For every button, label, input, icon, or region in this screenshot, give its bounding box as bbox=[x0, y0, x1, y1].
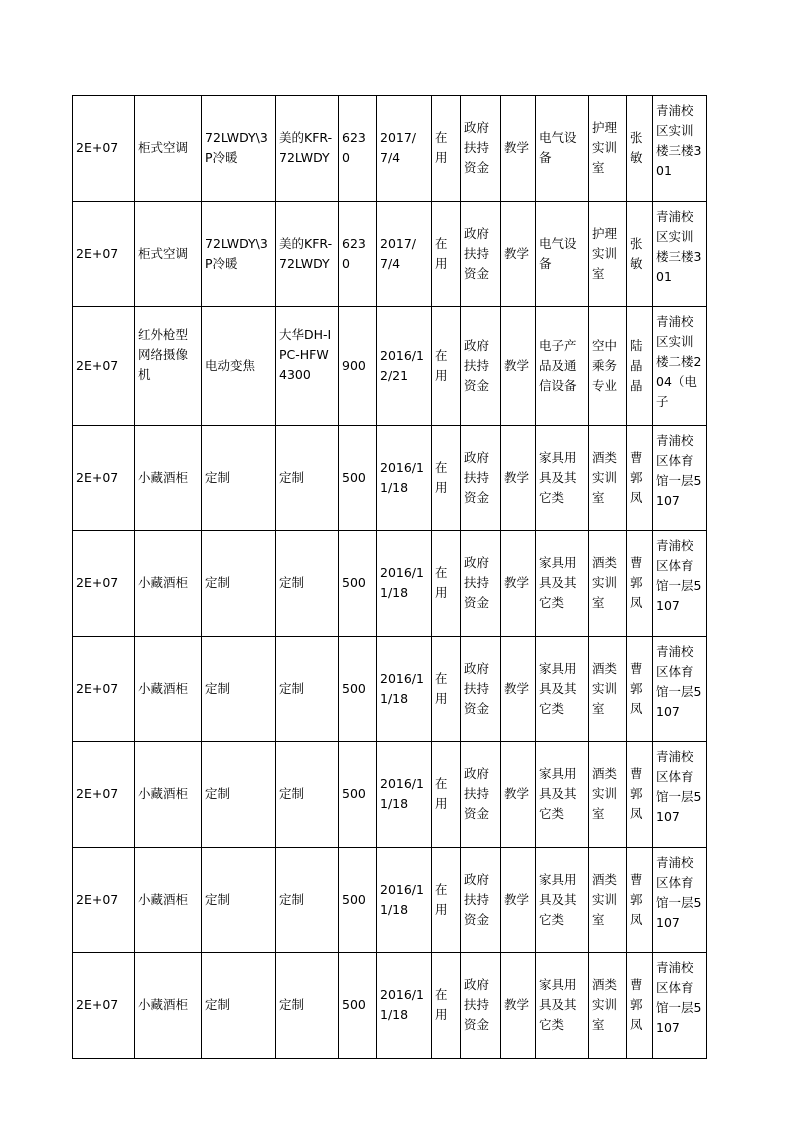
cell-asset-name: 小藏酒柜 bbox=[135, 425, 202, 531]
table-row bbox=[73, 636, 707, 742]
table-body bbox=[73, 96, 707, 1059]
cell-custodian: 曹郭凤 bbox=[627, 953, 653, 1059]
cell-usage: 教学 bbox=[501, 307, 536, 426]
cell-status: 在用 bbox=[432, 201, 461, 307]
cell-funding-source: 政府扶持资金 bbox=[461, 96, 501, 202]
cell-purchase-date: 2016/12/21 bbox=[377, 307, 432, 426]
cell-asset-name: 柜式空调 bbox=[135, 201, 202, 307]
cell-price: 500 bbox=[339, 636, 377, 742]
cell-usage: 教学 bbox=[501, 847, 536, 953]
cell-asset-code: 2E+07 bbox=[73, 531, 135, 637]
cell-purchase-date: 2016/11/18 bbox=[377, 531, 432, 637]
cell-asset-code: 2E+07 bbox=[73, 953, 135, 1059]
cell-model: 定制 bbox=[276, 953, 339, 1059]
cell-funding-source: 政府扶持资金 bbox=[461, 425, 501, 531]
cell-price: 500 bbox=[339, 953, 377, 1059]
cell-asset-name: 小藏酒柜 bbox=[135, 531, 202, 637]
cell-department: 酒类实训室 bbox=[589, 636, 627, 742]
cell-department: 酒类实训室 bbox=[589, 742, 627, 848]
table-row bbox=[73, 847, 707, 953]
cell-asset-name: 小藏酒柜 bbox=[135, 742, 202, 848]
cell-spec: 定制 bbox=[202, 425, 276, 531]
cell-category: 电气设备 bbox=[536, 201, 589, 307]
cell-location: 青浦校区体育馆一层5107 bbox=[653, 636, 707, 742]
cell-department: 酒类实训室 bbox=[589, 425, 627, 531]
cell-funding-source: 政府扶持资金 bbox=[461, 531, 501, 637]
cell-asset-code: 2E+07 bbox=[73, 742, 135, 848]
cell-location: 青浦校区体育馆一层5107 bbox=[653, 531, 707, 637]
cell-department: 酒类实训室 bbox=[589, 847, 627, 953]
cell-model: 大华DH-IPC-HFW4300 bbox=[276, 307, 339, 426]
cell-location: 青浦校区实训楼三楼301 bbox=[653, 201, 707, 307]
cell-category: 家具用具及其它类 bbox=[536, 953, 589, 1059]
cell-price: 900 bbox=[339, 307, 377, 426]
cell-purchase-date: 2017/7/4 bbox=[377, 96, 432, 202]
cell-spec: 72LWDY\3P冷暖 bbox=[202, 96, 276, 202]
cell-purchase-date: 2016/11/18 bbox=[377, 847, 432, 953]
cell-funding-source: 政府扶持资金 bbox=[461, 742, 501, 848]
cell-spec: 72LWDY\3P冷暖 bbox=[202, 201, 276, 307]
cell-model: 定制 bbox=[276, 425, 339, 531]
cell-status: 在用 bbox=[432, 636, 461, 742]
cell-model: 定制 bbox=[276, 531, 339, 637]
cell-location: 青浦校区体育馆一层5107 bbox=[653, 847, 707, 953]
cell-asset-code: 2E+07 bbox=[73, 425, 135, 531]
cell-usage: 教学 bbox=[501, 531, 536, 637]
cell-location: 青浦校区实训楼二楼204（电子 bbox=[653, 307, 707, 426]
cell-asset-code: 2E+07 bbox=[73, 307, 135, 426]
cell-status: 在用 bbox=[432, 425, 461, 531]
cell-department: 酒类实训室 bbox=[589, 953, 627, 1059]
cell-asset-name: 小藏酒柜 bbox=[135, 636, 202, 742]
cell-asset-code: 2E+07 bbox=[73, 847, 135, 953]
cell-category: 电气设备 bbox=[536, 96, 589, 202]
cell-asset-name: 红外枪型网络摄像机 bbox=[135, 307, 202, 426]
cell-custodian: 曹郭凤 bbox=[627, 636, 653, 742]
cell-category: 电子产品及通信设备 bbox=[536, 307, 589, 426]
cell-location: 青浦校区实训楼三楼301 bbox=[653, 96, 707, 202]
table-row bbox=[73, 425, 707, 531]
cell-spec: 定制 bbox=[202, 531, 276, 637]
cell-asset-code: 2E+07 bbox=[73, 96, 135, 202]
cell-location: 青浦校区体育馆一层5107 bbox=[653, 953, 707, 1059]
cell-department: 空中乘务专业 bbox=[589, 307, 627, 426]
cell-category: 家具用具及其它类 bbox=[536, 636, 589, 742]
cell-status: 在用 bbox=[432, 847, 461, 953]
cell-purchase-date: 2016/11/18 bbox=[377, 742, 432, 848]
cell-department: 护理实训室 bbox=[589, 96, 627, 202]
cell-custodian: 张敏 bbox=[627, 201, 653, 307]
cell-price: 6230 bbox=[339, 201, 377, 307]
cell-asset-name: 小藏酒柜 bbox=[135, 953, 202, 1059]
cell-spec: 定制 bbox=[202, 847, 276, 953]
cell-usage: 教学 bbox=[501, 425, 536, 531]
cell-purchase-date: 2017/7/4 bbox=[377, 201, 432, 307]
cell-model: 定制 bbox=[276, 742, 339, 848]
table-row bbox=[73, 96, 707, 202]
cell-price: 500 bbox=[339, 425, 377, 531]
cell-custodian: 曹郭凤 bbox=[627, 531, 653, 637]
cell-price: 500 bbox=[339, 742, 377, 848]
cell-price: 6230 bbox=[339, 96, 377, 202]
cell-asset-code: 2E+07 bbox=[73, 201, 135, 307]
cell-category: 家具用具及其它类 bbox=[536, 531, 589, 637]
cell-location: 青浦校区体育馆一层5107 bbox=[653, 742, 707, 848]
cell-usage: 教学 bbox=[501, 636, 536, 742]
cell-model: 定制 bbox=[276, 636, 339, 742]
cell-category: 家具用具及其它类 bbox=[536, 847, 589, 953]
cell-custodian: 张敏 bbox=[627, 96, 653, 202]
cell-status: 在用 bbox=[432, 742, 461, 848]
cell-status: 在用 bbox=[432, 307, 461, 426]
cell-model: 定制 bbox=[276, 847, 339, 953]
cell-asset-code: 2E+07 bbox=[73, 636, 135, 742]
cell-usage: 教学 bbox=[501, 742, 536, 848]
cell-location: 青浦校区体育馆一层5107 bbox=[653, 425, 707, 531]
cell-department: 护理实训室 bbox=[589, 201, 627, 307]
cell-custodian: 曹郭凤 bbox=[627, 425, 653, 531]
cell-custodian: 曹郭凤 bbox=[627, 847, 653, 953]
cell-funding-source: 政府扶持资金 bbox=[461, 953, 501, 1059]
cell-spec: 定制 bbox=[202, 742, 276, 848]
cell-spec: 电动变焦 bbox=[202, 307, 276, 426]
cell-status: 在用 bbox=[432, 953, 461, 1059]
cell-category: 家具用具及其它类 bbox=[536, 425, 589, 531]
cell-funding-source: 政府扶持资金 bbox=[461, 847, 501, 953]
cell-asset-name: 小藏酒柜 bbox=[135, 847, 202, 953]
cell-category: 家具用具及其它类 bbox=[536, 742, 589, 848]
cell-model: 美的KFR-72LWDY bbox=[276, 201, 339, 307]
cell-spec: 定制 bbox=[202, 953, 276, 1059]
cell-purchase-date: 2016/11/18 bbox=[377, 953, 432, 1059]
cell-asset-name: 柜式空调 bbox=[135, 96, 202, 202]
cell-status: 在用 bbox=[432, 531, 461, 637]
cell-usage: 教学 bbox=[501, 201, 536, 307]
cell-price: 500 bbox=[339, 531, 377, 637]
cell-funding-source: 政府扶持资金 bbox=[461, 307, 501, 426]
cell-department: 酒类实训室 bbox=[589, 531, 627, 637]
cell-funding-source: 政府扶持资金 bbox=[461, 201, 501, 307]
cell-status: 在用 bbox=[432, 96, 461, 202]
cell-funding-source: 政府扶持资金 bbox=[461, 636, 501, 742]
table-row bbox=[73, 201, 707, 307]
cell-purchase-date: 2016/11/18 bbox=[377, 636, 432, 742]
table-row bbox=[73, 742, 707, 848]
table-row bbox=[73, 953, 707, 1059]
table-row bbox=[73, 307, 707, 426]
asset-table bbox=[72, 95, 707, 1059]
cell-custodian: 陆晶晶 bbox=[627, 307, 653, 426]
cell-model: 美的KFR-72LWDY bbox=[276, 96, 339, 202]
cell-purchase-date: 2016/11/18 bbox=[377, 425, 432, 531]
cell-custodian: 曹郭凤 bbox=[627, 742, 653, 848]
cell-spec: 定制 bbox=[202, 636, 276, 742]
cell-usage: 教学 bbox=[501, 96, 536, 202]
cell-price: 500 bbox=[339, 847, 377, 953]
cell-usage: 教学 bbox=[501, 953, 536, 1059]
table-row bbox=[73, 531, 707, 637]
